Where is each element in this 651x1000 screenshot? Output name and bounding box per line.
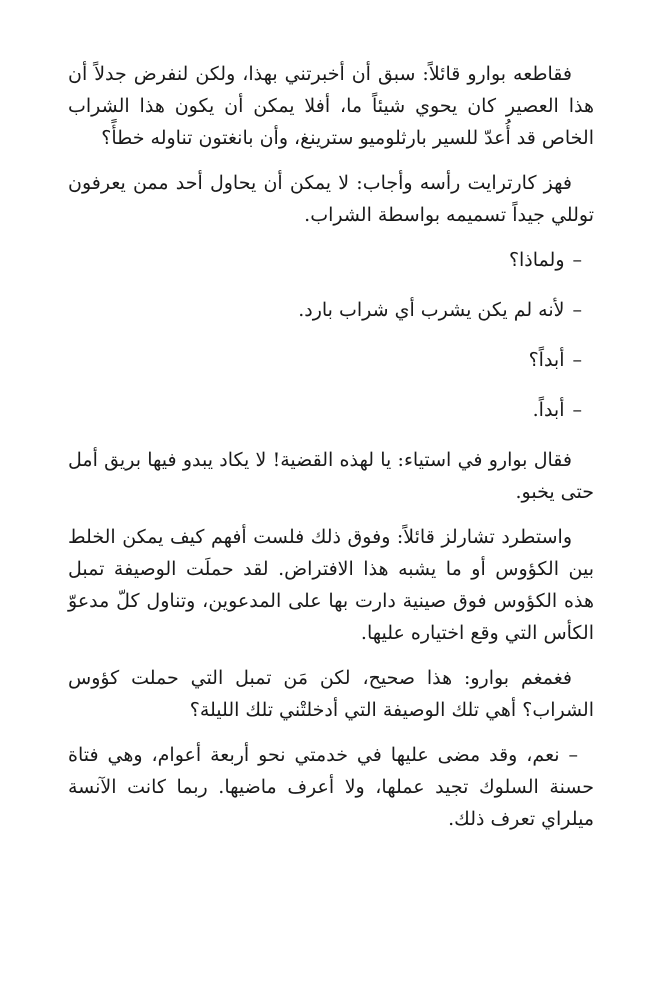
- paragraph: فهز كارترايت رأسه وأجاب: لا يمكن أن يحاول أحد ممن يعرفون توللي جيداً تسميمه بواسطة الشراب.: [68, 172, 594, 226]
- book-page: [68, 58, 594, 848]
- dialogue-text: أبداً؟: [528, 349, 565, 371]
- dialogue-text: لأنه لم يكن يشرب أي شراب بارد.: [298, 299, 565, 321]
- dialogue-dash: –: [572, 399, 582, 421]
- paragraph: فقال بوارو في استياء: يا لهذه القضية! لا يكاد يبدو فيها بريق أمل حتى يخبو.: [68, 449, 594, 503]
- dialogue-dash: –: [572, 249, 582, 271]
- dialogue-line: [68, 394, 594, 426]
- paragraph: واستطرد تشارلز قائلاً: وفوق ذلك فلست أفهم كيف يمكن الخلط بين الكؤوس أو ما يشبه هذا الافتراض. لقد حملَت الوصيفة تمبل هذه الكؤوس فوق صينية دارت بها على المدعوين، وتناول كلّ مدعوّ الكأس التي وقع اختياره عليها.: [68, 526, 594, 644]
- dialogue-line: [68, 344, 594, 376]
- dialogue-dash: –: [572, 299, 582, 321]
- dialogue-text: ولماذا؟: [508, 249, 565, 271]
- paragraph: فغمغم بوارو: هذا صحيح، لكن مَن تمبل التي حملت كؤوس الشراب؟ أهي تلك الوصيفة التي أدخلتْني تلك الليلة؟: [68, 667, 594, 721]
- paragraph: فقاطعه بوارو قائلاً: سبق أن أخبرتني بهذا، ولكن لنفرض جدلاً أن هذا العصير كان يحوي شيئاً ما، أفلا يمكن أن يكون هذا الشراب الخاص قد أُعدّ للسير بارثلوميو سترينغ، وأن بانغتون تناوله خطأً؟: [68, 63, 594, 149]
- paragraph: – نعم، وقد مضى عليها في خدمتي نحو أربعة أعوام، وهي فتاة حسنة السلوك تجيد عملها، ولا أعرف ماضيها. ربما كانت الآنسة ميلراي تعرف ذلك.: [68, 744, 594, 830]
- dialogue-line: [68, 244, 594, 276]
- dialogue-text: أبداً.: [532, 399, 565, 421]
- dialogue-dash: –: [572, 349, 582, 371]
- dialogue-line: [68, 294, 594, 326]
